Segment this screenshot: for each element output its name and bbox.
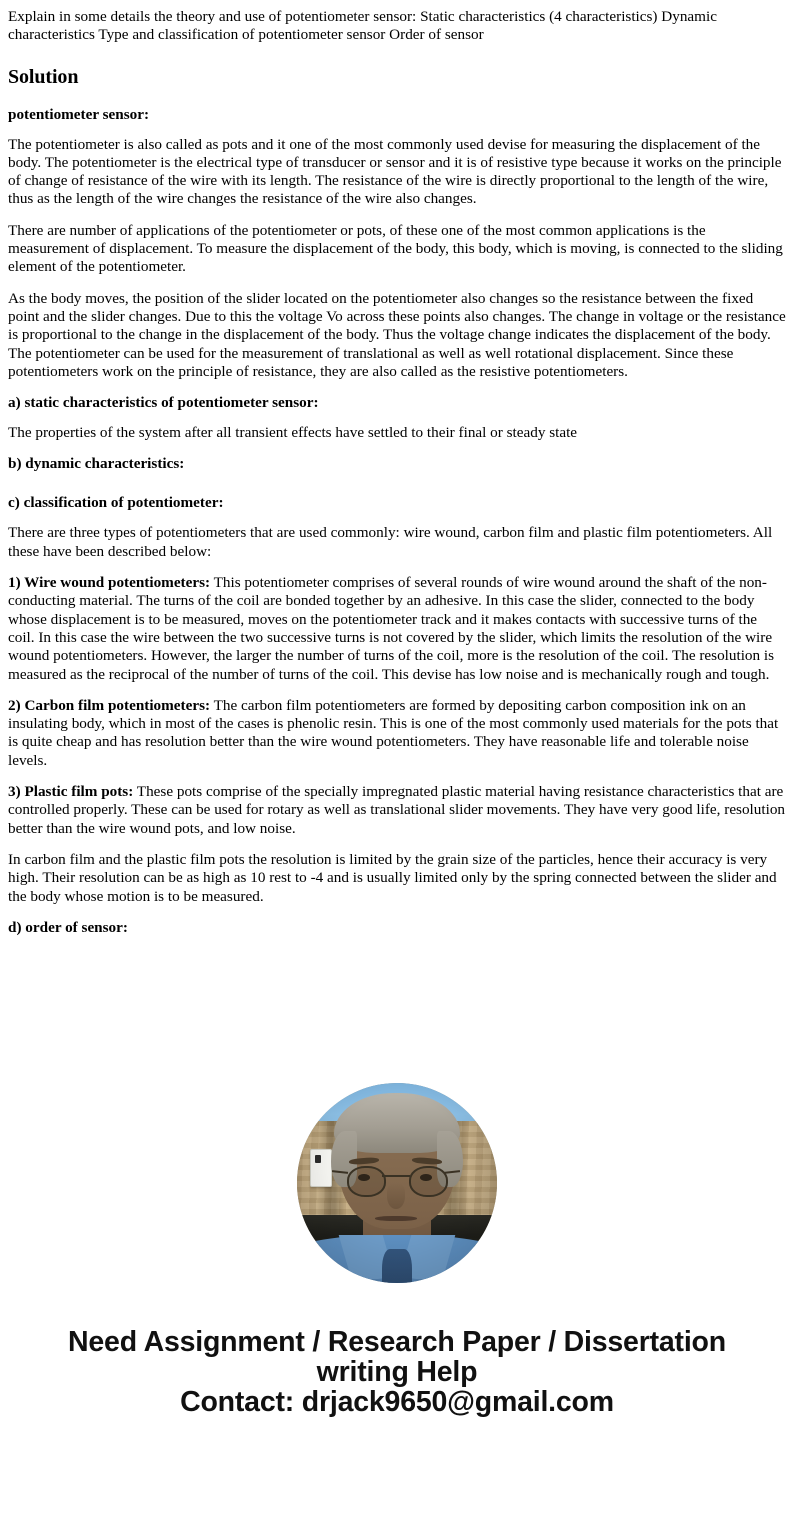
avatar — [297, 1083, 497, 1283]
paragraph-applications: There are number of applications of the potentiometer or pots, of these one of the most common applications is the measurement of displacement. To measure the displacement of the body, this body, which is moving, is connected to the sliding element of the potentiometer. — [8, 221, 783, 276]
topic-heading: potentiometer sensor: — [8, 105, 150, 123]
type-carbon-film — [8, 697, 786, 770]
footer-line-2: writing Help — [316, 1355, 478, 1388]
type-carbon-film-body: The carbon film potentiometers are formed by depositing carbon composition ink on an insulating body, which in most of the cases is phenolic resin. This is one of the most commonly used materials for the pots that is quite cheap and has resolution better than the wire wound potentiometers. They have reasonable life and tolerable noise levels. — [8, 696, 779, 769]
section-d-heading: d) order of sensor: — [8, 918, 128, 936]
type-wire-wound-body: This potentiometer comprises of several rounds of wire wound around the shaft of the non-conducting material. The turns of the coil are bonded together by an adhesive. In this case the slider, connected to the body whose displacement is to be measured, moves on the potentiometer track and it makes contacts with successive turns of the coil. In this case the wire between the two successive turns is not covered by the slider, which limits the resolution of the wire wound potentiometers. However, the larger the number of turns of the coil, more is the resolution of the coil. The resolution is measured as the reciprocal of the number of turns of the coil. This devise has low noise and is mechanically rough and tough. — [8, 574, 775, 683]
accuracy-note: In carbon film and the plastic film pots the resolution is limited by the grain size of the particles, hence their accuracy is very high. Their resolution can be as high as 10 rest to -4 and is usually limited only by the spring connected between the slider and the body whose motion is to be measured. — [8, 850, 777, 905]
footer-contact-line[interactable]: Contact: drjack9650@gmail.com — [180, 1385, 614, 1418]
photo-vignette — [297, 1083, 497, 1283]
type-carbon-film-label: 2) Carbon film potentiometers: — [8, 696, 211, 714]
type-wire-wound — [8, 574, 786, 684]
question-text: Explain in some details the theory and use of potentiometer sensor: Static characteristics (4 characteristics) Dynamic characteristics Type and classification of potentiometer sensor Order of sensor — [8, 8, 717, 44]
section-a-heading: a) static characteristics of potentiometer sensor: — [8, 394, 319, 412]
paragraph-operation: As the body moves, the position of the slider located on the potentiometer also changes so the resistance between the fixed point and the slider changes. Due to this the voltage Vo across these points also changes. The change in voltage or the resistance is proportional to the change in the displacement of the body. Thus the voltage change indicates the displacement of the body. The potentiometer can be used for the measurement of translational as well as well rotational displacement. Since these potentiometers work on the principle of resistance, they are also called as the resistive potentiometers. — [8, 289, 786, 380]
type-plastic-film-body: These pots comprise of the specially impregnated plastic material having resistance characteristics that are controlled properly. These can be used for rotary as well as translational slider movements. They have very good life, resolution better than the wire wound pots, and low noise. — [8, 783, 786, 837]
footer-line-1: Need Assignment / Research Paper / Dissertation — [68, 1325, 726, 1358]
section-c-heading: c) classification of potentiometer: — [8, 494, 224, 512]
type-wire-wound-label: 1) Wire wound potentiometers: — [8, 574, 211, 592]
paragraph-intro: The potentiometer is also called as pots and it one of the most commonly used devise for measuring the displacement of the body. The potentiometer is the electrical type of transducer or sensor and it is of resistive type because it works on the principle of change of resistance of the wire with its length. The resistance of the wire is directly proportional to the length of the wire, thus as the length of the wire changes the resistance of the wire also changes. — [8, 135, 782, 208]
type-plastic-film — [8, 783, 786, 838]
avatar-container — [8, 1083, 786, 1283]
solution-heading: Solution — [8, 65, 79, 88]
section-b-heading: b) dynamic characteristics: — [8, 455, 185, 473]
static-characteristics-answer: The properties of the system after all transient effects have settled to their final or steady state — [8, 424, 578, 442]
type-plastic-film-label: 3) Plastic film pots: — [8, 783, 134, 801]
types-intro: There are three types of potentiometers that are used commonly: wire wound, carbon film and plastic film potentiometers. All these have been described below: — [8, 524, 773, 560]
footer-promo — [8, 1327, 786, 1441]
